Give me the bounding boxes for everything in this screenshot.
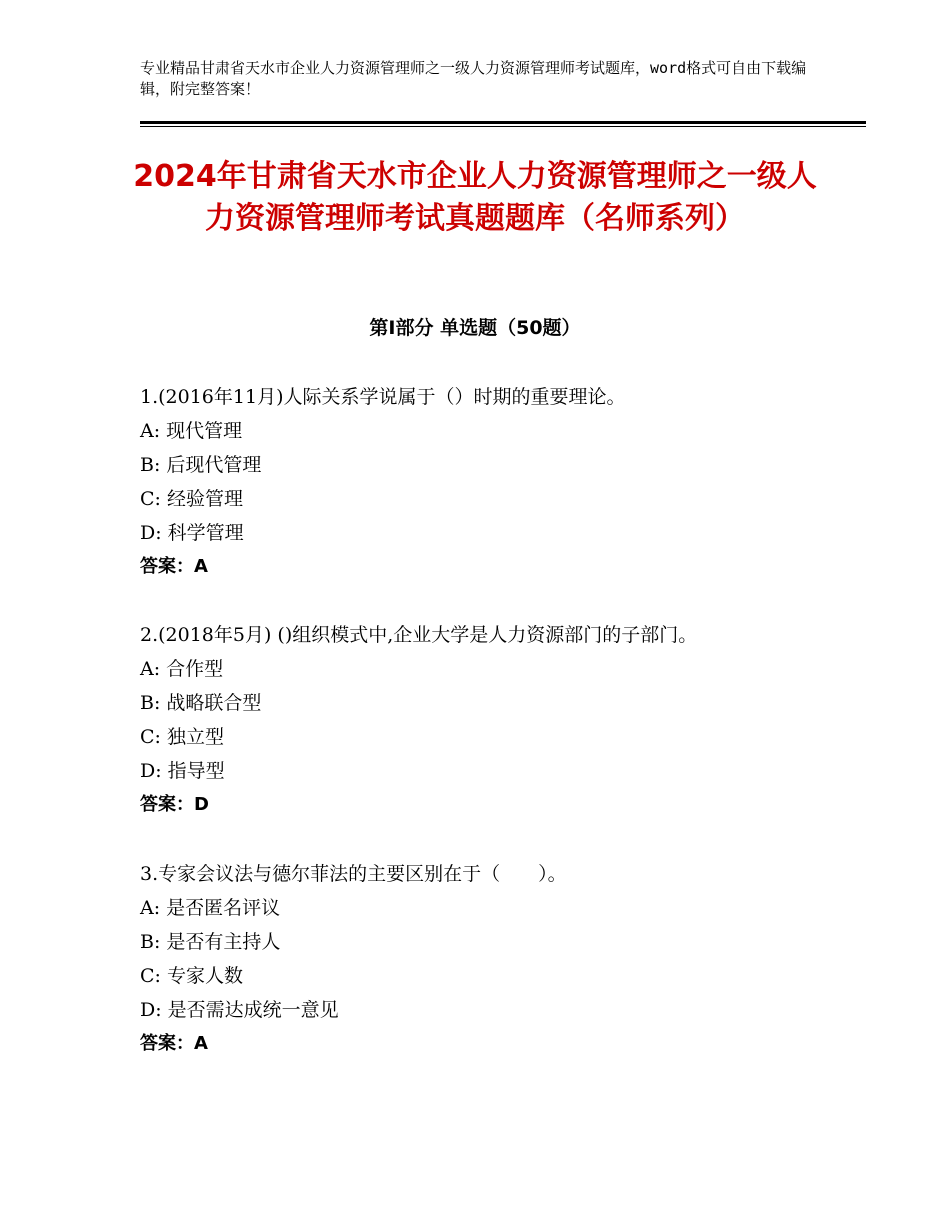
question-stem: 2.(2018年5月) ()组织模式中,企业大学是人力资源部门的子部门。 bbox=[140, 624, 698, 646]
header-note: 专业精品甘肃省天水市企业人力资源管理师之一级人力资源管理师考试题库，word格式可自由下载编辑，附完整答案！ bbox=[140, 59, 807, 98]
header-divider-thin bbox=[140, 126, 866, 127]
option-a: A: 是否匿名评议 bbox=[140, 897, 281, 919]
option-d: D: 科学管理 bbox=[140, 522, 244, 544]
answer: 答案：D bbox=[140, 794, 209, 815]
option-a: A: 现代管理 bbox=[140, 420, 243, 442]
question-1 bbox=[140, 380, 860, 584]
question-stem: 1.(2016年11月)人际关系学说属于（）时期的重要理论。 bbox=[140, 386, 626, 408]
question-3 bbox=[140, 857, 860, 1061]
option-c: C: 经验管理 bbox=[140, 488, 243, 510]
header-divider-thick bbox=[140, 121, 866, 124]
option-b: B: 后现代管理 bbox=[140, 454, 262, 476]
answer: 答案：A bbox=[140, 556, 208, 577]
option-b: B: 战略联合型 bbox=[140, 692, 262, 714]
option-c: C: 专家人数 bbox=[140, 965, 243, 987]
option-c: C: 独立型 bbox=[140, 726, 224, 748]
question-2 bbox=[140, 618, 860, 822]
option-d: D: 是否需达成统一意见 bbox=[140, 999, 339, 1021]
option-a: A: 合作型 bbox=[140, 658, 224, 680]
section-title: 第Ⅰ部分 单选题（50题） bbox=[369, 317, 581, 339]
question-stem: 3.专家会议法与德尔菲法的主要区别在于（ ）。 bbox=[140, 863, 567, 885]
document-title: 2024年甘肃省天水市企业人力资源管理师之一级人力资源管理师考试真题题库（名师系列） bbox=[133, 159, 817, 236]
option-b: B: 是否有主持人 bbox=[140, 931, 281, 953]
option-d: D: 指导型 bbox=[140, 760, 225, 782]
answer: 答案：A bbox=[140, 1033, 208, 1054]
